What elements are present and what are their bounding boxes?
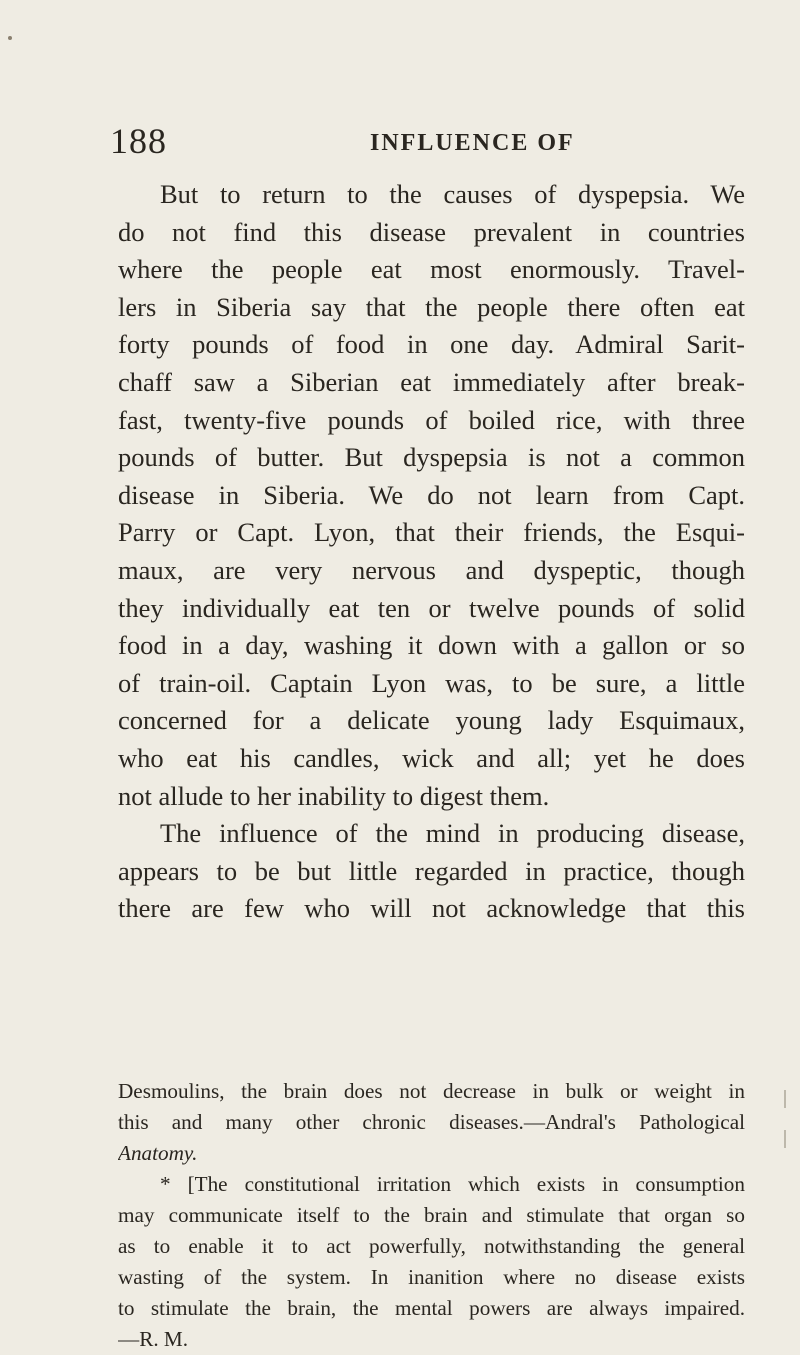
paragraph-1 [118,176,745,815]
text-line: not allude to her inability to digest them. [118,780,550,811]
page-number: 188 [110,121,167,161]
footnote-line: Desmoulins, the brain does not decrease in bulk or weight in [118,1079,745,1103]
text-line: disease in Siberia. We do not learn from Capt. [118,479,745,510]
text-line: lers in Siberia say that the people there often eat [118,291,745,322]
text-line: they individually eat ten or twelve pounds of solid [118,592,745,623]
text-line: who eat his candles, wick and all; yet he does [118,742,745,773]
footnote-line: * [The constitutional irritation which exists in consumption [160,1172,745,1196]
text-line: maux, are very nervous and dyspeptic, though [118,554,745,585]
text-line: of train-oil. Captain Lyon was, to be sure, a little [118,667,745,698]
footnote-line: may communicate itself to the brain and stimulate that organ so [118,1203,745,1227]
main-text [118,176,745,928]
footnote-line: as to enable it to act powerfully, notwithstanding the general [118,1234,745,1258]
text-line: But to return to the causes of dyspepsia. We [160,179,745,209]
text-line: where the people eat most enormously. Travel- [118,254,745,285]
paper-blemish [8,36,12,40]
footnote-line: this and many other chronic diseases.—Andral's Pathological [118,1110,745,1134]
footnote-line: Anatomy. [118,1141,198,1165]
text-line: Parry or Capt. Lyon, that their friends, the Esqui- [118,517,745,548]
text-line: chaff saw a Siberian eat immediately after break- [118,366,745,397]
text-line: pounds of butter. But dyspepsia is not a common [118,442,745,473]
text-line: The influence of the mind in producing disease, [160,818,745,849]
text-line: food in a day, washing it down with a gallon or so [118,630,745,661]
text-line: forty pounds of food in one day. Admiral Sarit- [118,329,745,360]
margin-mark [784,1090,786,1108]
text-line: fast, twenty-five pounds of boiled rice, with three [118,404,745,435]
text-line: concerned for a delicate young lady Esquimaux, [118,705,745,736]
paragraph-2 [118,815,745,928]
margin-mark [784,1130,786,1148]
footnotes [118,1076,745,1355]
text-line: there are few who will not acknowledge that this [118,893,745,924]
text-line: do not find this disease prevalent in countries [118,216,745,247]
footnote-line: to stimulate the brain, the mental powers are always impaired. [118,1296,745,1320]
running-head: INFLUENCE OF [370,130,575,156]
footnote-line: —R. M. [118,1327,189,1351]
page-header [110,120,730,164]
text-line: appears to be but little regarded in practice, though [118,855,745,886]
footnote-line: wasting of the system. In inanition where no disease exists [118,1265,745,1289]
